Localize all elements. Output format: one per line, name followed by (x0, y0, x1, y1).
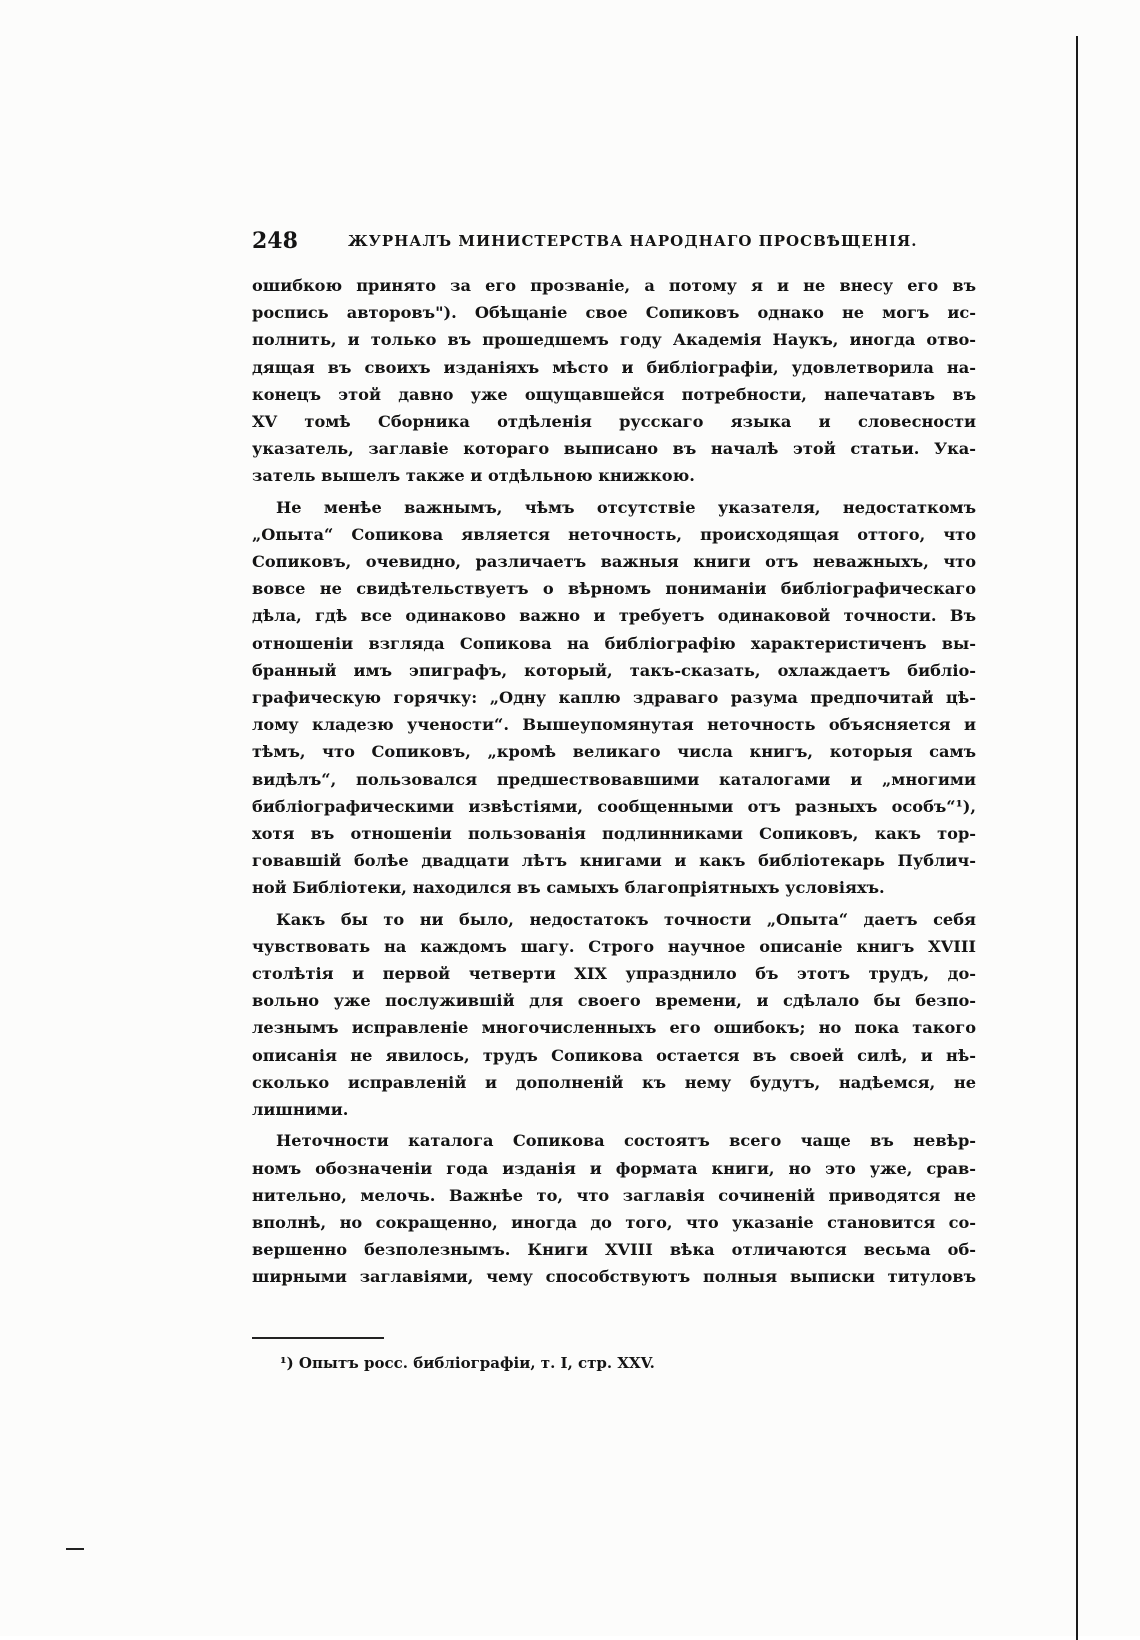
text-line: вовсе не свидѣтельствуетъ о вѣрномъ пониманіи библіографическаго (252, 579, 976, 599)
text-line: графическую горячку: „Одну каплю здраваго разума предпочитай цѣ- (252, 688, 976, 708)
text-line: столѣтія и первой четверти XIX упразднило бъ этотъ трудъ, до- (252, 964, 976, 984)
page-number: 248 (252, 228, 298, 254)
text-line: описанія не явилось, трудъ Сопикова остается въ своей силѣ, и нѣ- (252, 1045, 976, 1065)
text-line: дящая въ своихъ изданіяхъ мѣсто и библіографіи, удовлетворила на- (252, 357, 976, 377)
text-line: вершенно безполезнымъ. Книги XVIII вѣка отличаются весьма об- (252, 1240, 976, 1260)
text-line: ошибкою принято за его прозваніе, а потому я и не внесу его въ (252, 276, 976, 295)
text-line: Не менѣе важнымъ, чѣмъ отсутствіе указателя, недостаткомъ (276, 497, 976, 517)
text-line: роспись авторовъ"). Обѣщаніе свое Сопиковъ однако не могъ ис- (252, 303, 976, 323)
text-line: затель вышелъ также и отдѣльною книжкою. (252, 466, 695, 486)
text-line: ной Библіотеки, находился въ самыхъ благопріятныхъ условіяхъ. (252, 878, 885, 898)
text-line: бранный имъ эпиграфъ, который, такъ-сказать, охлаждаетъ библіо- (252, 660, 976, 680)
text-line: отношеніи взгляда Сопикова на библіографію характеристиченъ вы- (252, 633, 976, 653)
text-line: полнить, и только въ прошедшемъ году Академія Наукъ, иногда отво- (252, 330, 976, 350)
text-line: видѣлъ“, пользовался предшествовавшими каталогами и „многими (252, 769, 976, 789)
text-line: дѣла, гдѣ все одинаково важно и требуетъ одинаковой точности. Въ (252, 606, 976, 626)
footnote-rule (252, 1337, 384, 1339)
text-line: Неточности каталога Сопикова состоятъ всего чаще въ невѣр- (276, 1131, 976, 1151)
text-line: конецъ этой давно уже ощущавшейся потребности, напечатавъ въ (252, 384, 976, 404)
text-line: лезнымъ исправленіе многочисленныхъ его ошибокъ; но пока такого (252, 1018, 976, 1038)
text-line: указатель, заглавіе котораго выписано въ началѣ этой статьи. Ука- (252, 439, 976, 459)
text-line: Сопиковъ, очевидно, различаетъ важныя книги отъ неважныхъ, что (252, 552, 976, 572)
margin-mark (66, 1548, 84, 1550)
text-line: вольно уже послужившій для своего времени, и сдѣлало бы безпо- (252, 991, 976, 1011)
text-line: говавшій болѣе двадцати лѣтъ книгами и какъ библіотекарь Публич- (252, 851, 976, 871)
text-line: Какъ бы то ни было, недостатокъ точности „Опыта“ даетъ себя (276, 909, 976, 929)
text-line: чувствовать на каждомъ шагу. Строго научное описаніе книгъ XVIII (252, 936, 976, 956)
text-line: XV томѣ Сборника отдѣленія русскаго языка и словесности (252, 412, 976, 432)
text-line: сколько исправленій и дополненій къ нему будутъ, надѣемся, не (252, 1072, 976, 1092)
text-line: номъ обозначеніи года изданія и формата книги, но это уже, срав- (252, 1158, 976, 1178)
footnote: ¹) Опытъ росс. библіографіи, т. I, стр. XXV. (280, 1354, 655, 1372)
text-line: нительно, мелочь. Важнѣе то, что заглавія сочиненій приводятся не (252, 1185, 976, 1205)
page-edge-line (1076, 36, 1078, 1640)
body-text (252, 272, 976, 1291)
text-line: лишними. (252, 1100, 349, 1120)
text-line: лому кладезю учености“. Вышеупомянутая неточность объясняется и (252, 715, 976, 735)
text-line: ширными заглавіями, чему способствуютъ полныя выписки титуловъ (252, 1267, 976, 1287)
text-line: тѣмъ, что Сопиковъ, „кромѣ великаго числа книгъ, которыя самъ (252, 742, 976, 762)
running-title: ЖУРНАЛЪ МИНИСТЕРСТВА НАРОДНАГО ПРОСВѢЩЕНІЯ. (348, 232, 918, 250)
text-line: „Опыта“ Сопикова является неточность, происходящая оттого, что (252, 524, 976, 544)
page-header (252, 228, 992, 258)
paragraph (252, 272, 976, 490)
text-line: вполнѣ, но сокращенно, иногда до того, что указаніе становится со- (252, 1212, 976, 1232)
paragraph (252, 1127, 976, 1290)
paragraph (252, 494, 976, 902)
text-line: библіографическими извѣстіями, сообщенными отъ разныхъ особъ“¹), (252, 796, 976, 816)
text-line: хотя въ отношеніи пользованія подлинниками Сопиковъ, какъ тор- (252, 824, 976, 844)
paragraph (252, 906, 976, 1124)
